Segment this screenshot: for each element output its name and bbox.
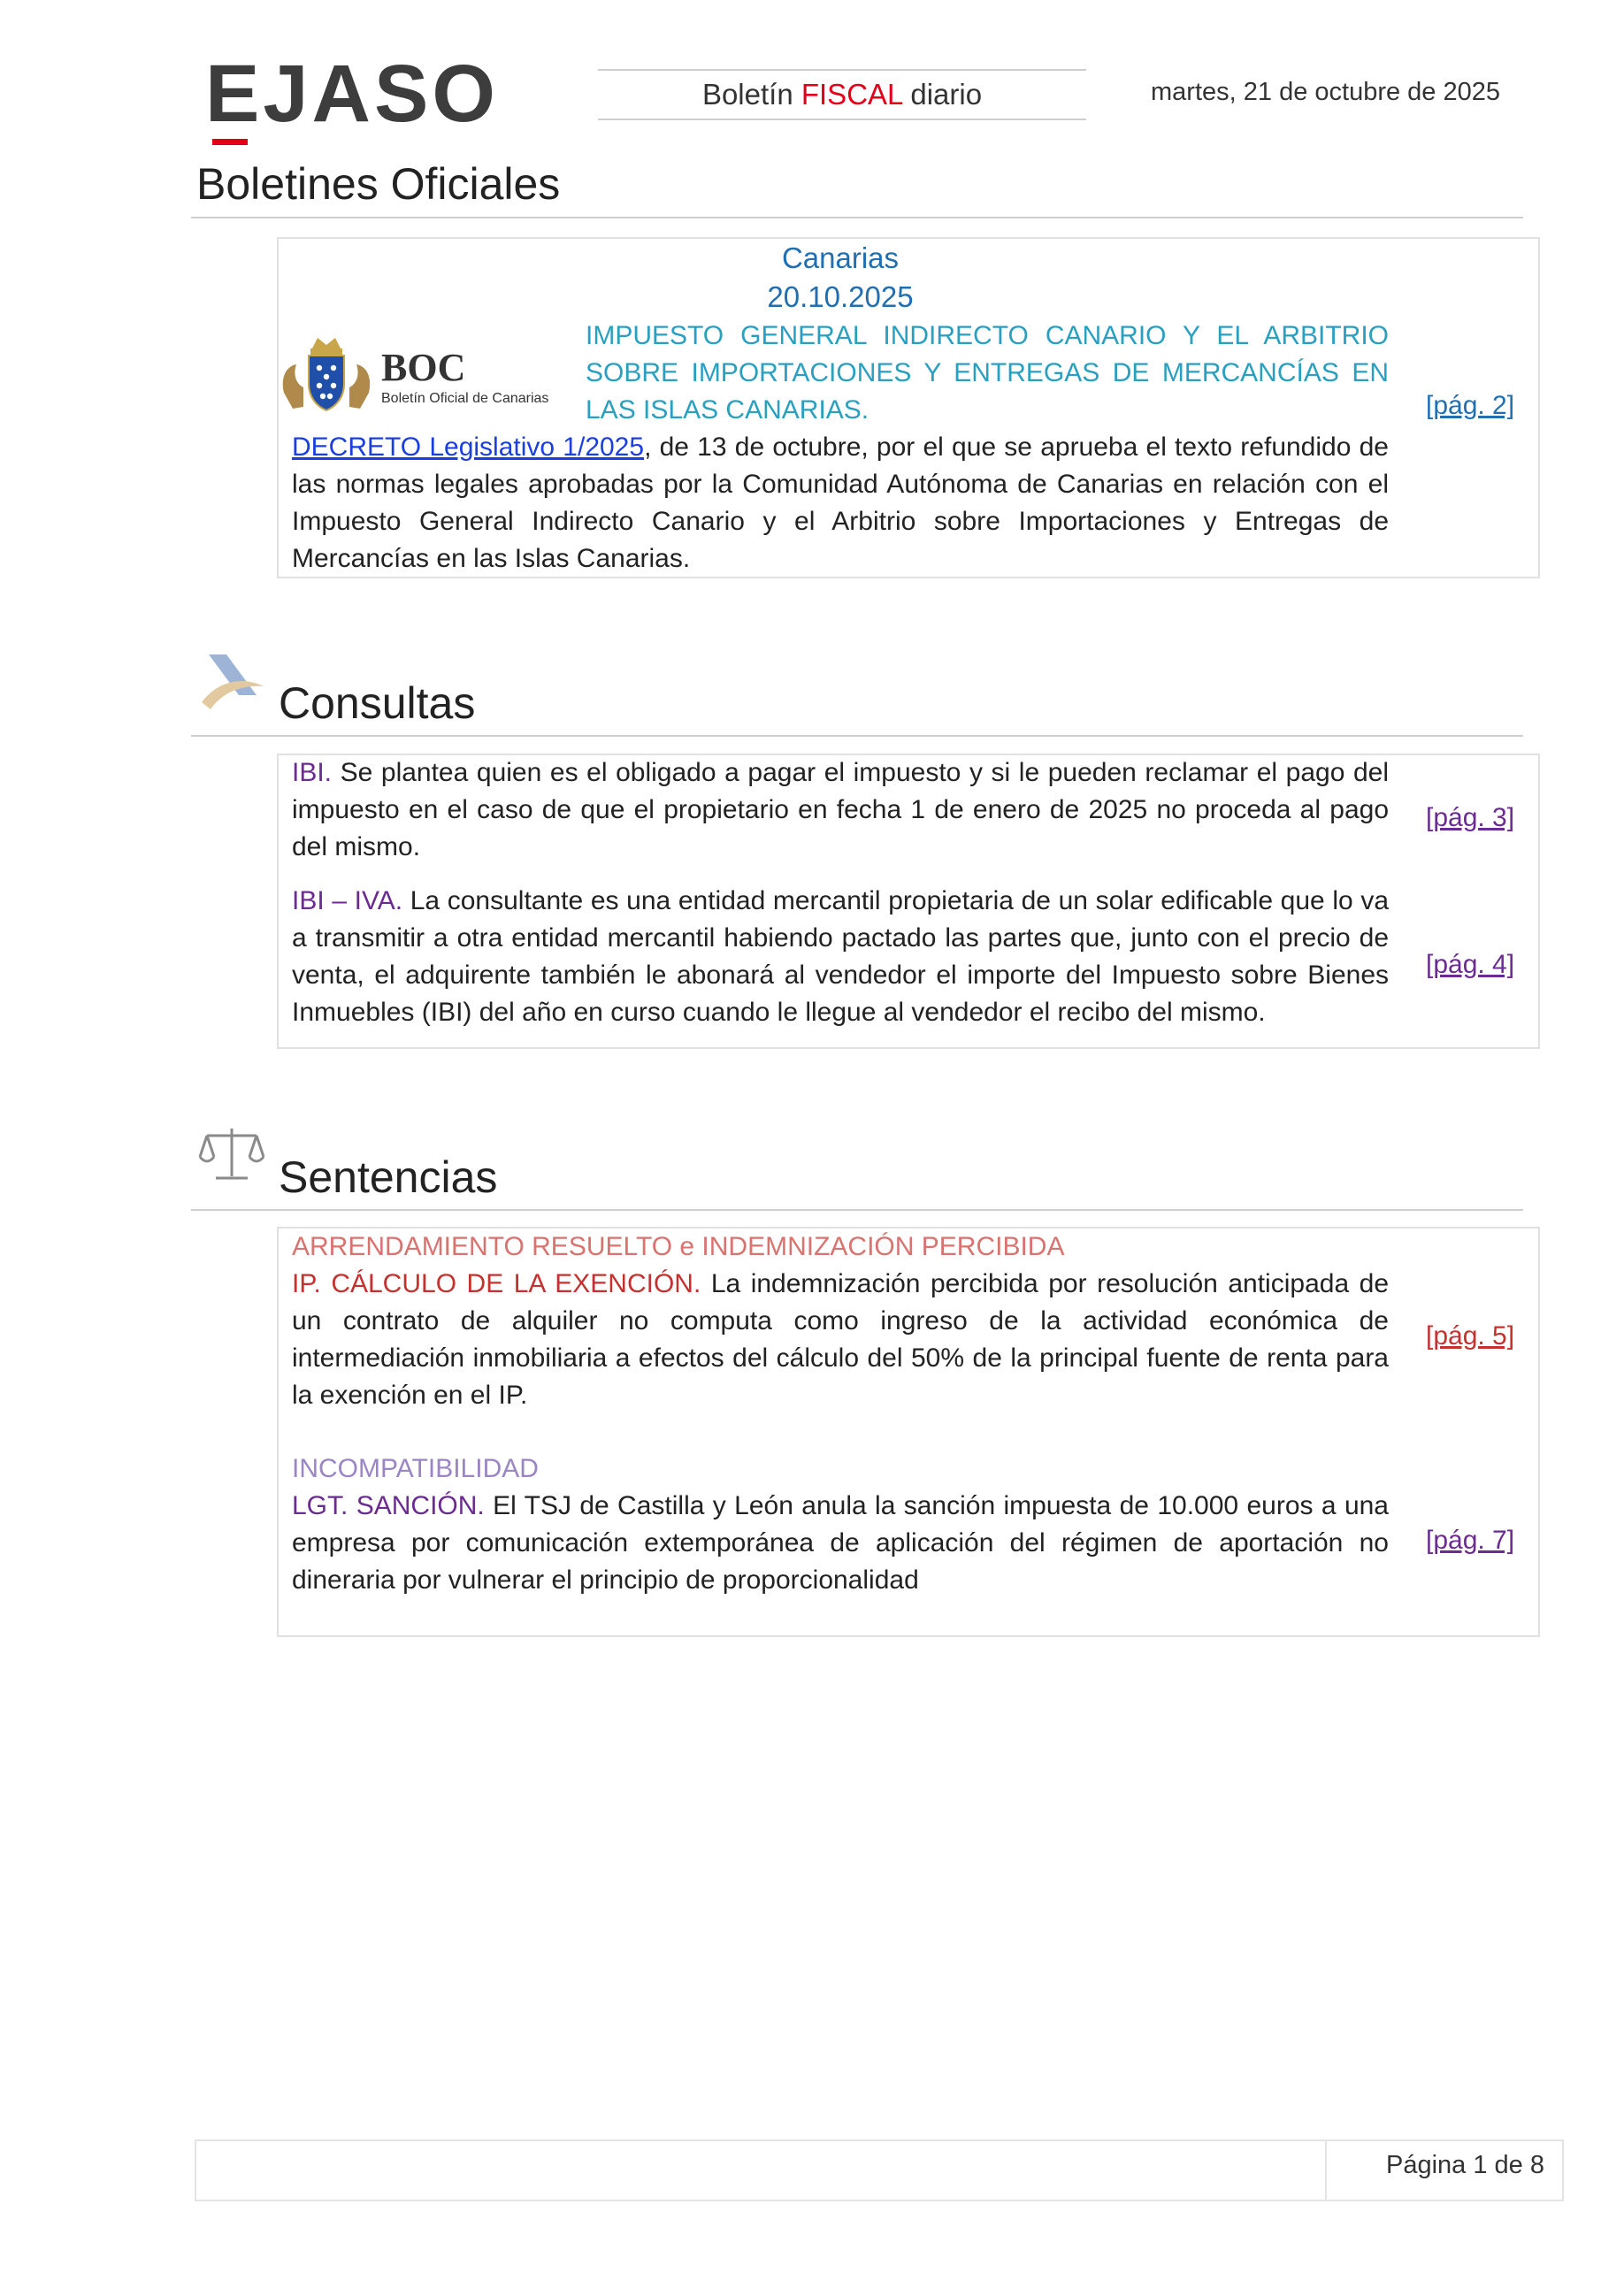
scales-of-justice-icon [198,1123,265,1185]
page-number: Página 1 de 8 [1386,2151,1544,2179]
section-title-sentencias: Sentencias [279,1152,498,1202]
consulta-item-2 [292,883,1389,1031]
section-rule [191,217,1523,218]
sentencia-item-1 [292,1266,1389,1414]
sentencia-category: INCOMPATIBILIDAD [292,1454,539,1483]
sentencias-logo [198,1123,265,1185]
consulta-text: Se plantea quien es el obligado a pagar el impuesto y si le pueden reclamar el pago del impuesto en el caso de que el propietario en fecha 1 de enero de 2025 no proceda al pago del mismo. [292,758,1389,861]
region-label: Canarias [781,241,900,274]
boc-text: BOC [381,346,466,389]
canarias-coat-of-arms-icon [277,329,376,417]
header-date: martes, 21 de octubre de 2025 [1151,78,1500,106]
page-ref-link[interactable]: [pág. 2] [1426,391,1515,420]
sentencia-tag: IP. CÁLCULO DE LA EXENCIÓN. [292,1269,701,1298]
publication-date: 20.10.2025 [767,280,914,313]
page-ref-link[interactable]: [pág. 5] [1426,1321,1515,1351]
ejaso-logo: EJASO [205,49,499,139]
consulta-text: La consultante es una entidad mercantil propietaria de un solar edificable que lo va a transmitir a otra entidad mercantil habiendo pactado las partes que, junto con el precio de venta, el adquirente también le abonará al vendedor el importe del Impuesto sobre Bienes Inmuebles (IBI) del año en curso cuando le llegue al vendedor el recibo del mismo. [292,886,1390,1027]
bulletin-highlight: FISCAL [801,78,903,111]
boc-logo [277,329,560,417]
section-rule [191,735,1523,737]
bulletin-title [598,69,1086,120]
sentencia-category: ARRENDAMIENTO RESUELTO e INDEMNIZACIÓN PERCIBIDA [292,1232,1065,1261]
sentencia-text: La indemnización percibida por resolución anticipada de un contrato de alquiler no computa como ingreso de la actividad económica de intermediación inmobiliaria a efectos del cálculo del 50% de la principal fuente de renta para la exención en el IP. [292,1269,1390,1410]
page-ref-link[interactable]: [pág. 7] [1426,1526,1515,1555]
boletines-header [460,239,1221,317]
tax-agency-icon [196,651,269,716]
page-ref-link[interactable]: [pág. 3] [1426,803,1515,832]
boletines-heading: IMPUESTO GENERAL INDIRECTO CANARIO Y EL ARBITRIO SOBRE IMPORTACIONES Y ENTREGAS DE MERCANCÍAS EN LAS ISLAS CANARIAS. [586,321,1389,425]
section-title-boletines: Boletines Oficiales [196,159,561,209]
consulta-item-1 [292,754,1389,866]
decreto-link[interactable]: DECRETO Legislativo 1/2025 [292,432,645,462]
bulletin-prefix: Boletín [701,78,801,111]
page-ref-link[interactable]: [pág. 4] [1426,950,1515,979]
boc-subtitle: Boletín Oficial de Canarias [381,391,549,406]
consulta-tag: IBI – IVA. [292,886,403,915]
consultas-logo [196,651,269,716]
sentencia-item-2 [292,1488,1389,1599]
footer-divider [1325,2139,1327,2201]
boletines-body-text: , de 13 de octubre, por el que se aprueba el texto refundido de las normas legales aprobadas por la Comunidad Autónoma de Canarias en relación con el Impuesto General Indirecto Canario y el Arbitrio sobre Importaciones y Entregas de Mercancías en las Islas Canarias. [292,432,1389,573]
sentencia-tag: LGT. SANCIÓN. [292,1491,485,1520]
boletines-body [292,429,1389,578]
logo-underline [212,139,248,145]
bulletin-suffix: diario [902,78,983,111]
sentencia-text: El TSJ de Castilla y León anula la sanción impuesta de 10.000 euros a una empresa por comunicación extemporánea de aplicación del régimen de aportación no dineraria por vulnerar el principio de proporcionalidad [292,1491,1389,1595]
consulta-tag: IBI. [292,758,333,787]
section-rule [191,1209,1523,1211]
section-title-consultas: Consultas [279,678,476,728]
